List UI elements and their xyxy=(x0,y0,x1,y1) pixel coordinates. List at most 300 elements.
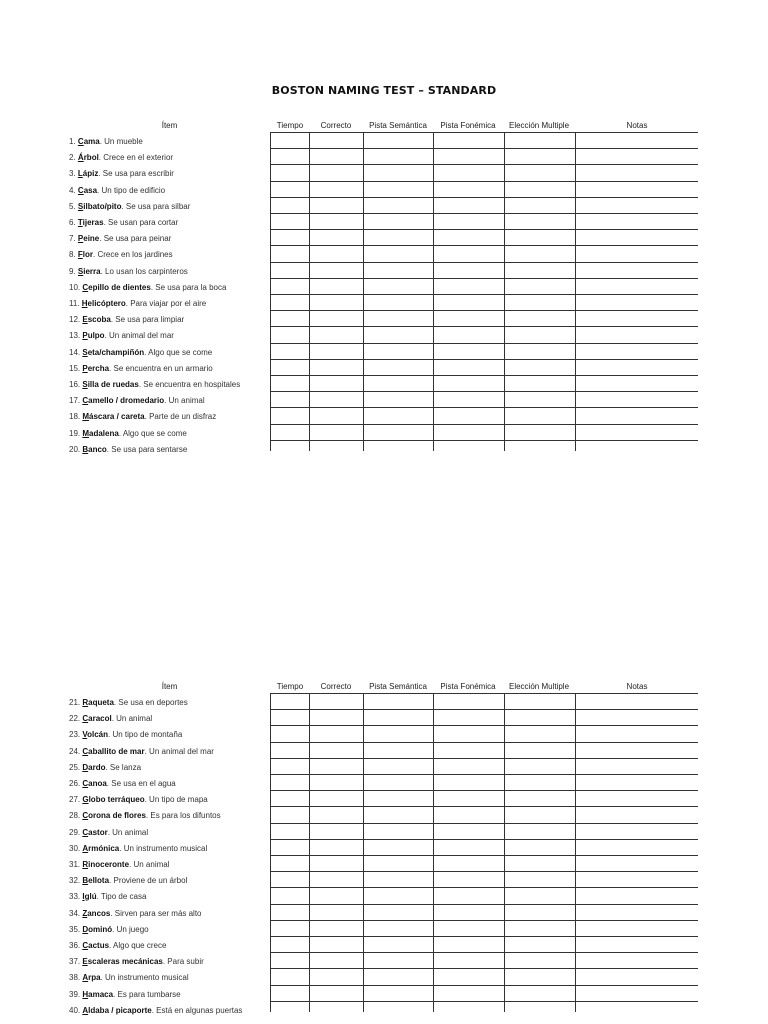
column-header-4: Elección Multiple xyxy=(508,682,570,691)
response-cell[interactable] xyxy=(576,921,698,936)
response-cell[interactable] xyxy=(271,441,309,456)
item-name xyxy=(78,169,98,178)
response-cell[interactable] xyxy=(271,726,309,741)
response-cell[interactable] xyxy=(576,1002,698,1017)
response-cell[interactable] xyxy=(434,937,504,952)
column-header-2: Pista Semántica xyxy=(369,121,427,130)
response-cell[interactable] xyxy=(576,759,698,774)
response-cell[interactable] xyxy=(364,775,433,790)
response-cell[interactable] xyxy=(505,759,575,774)
response-cell[interactable] xyxy=(576,230,698,245)
response-cell[interactable] xyxy=(364,360,433,375)
response-cell[interactable] xyxy=(576,198,698,213)
response-cell[interactable] xyxy=(505,149,575,164)
list-item xyxy=(69,714,152,723)
item-description: . Crece en los jardines xyxy=(93,250,173,260)
response-cell[interactable] xyxy=(505,133,575,148)
response-cell[interactable] xyxy=(434,165,504,180)
response-cell[interactable] xyxy=(505,743,575,758)
response-cell[interactable] xyxy=(364,759,433,774)
response-cell[interactable] xyxy=(364,441,433,456)
response-cell[interactable] xyxy=(434,392,504,407)
response-cell[interactable] xyxy=(271,888,309,903)
response-cell[interactable] xyxy=(505,344,575,359)
response-cell[interactable] xyxy=(271,969,309,984)
response-cell[interactable] xyxy=(434,694,504,709)
response-cell[interactable] xyxy=(434,149,504,164)
item-number: 23. xyxy=(69,730,83,740)
response-cell[interactable] xyxy=(576,937,698,952)
response-cell[interactable] xyxy=(364,1002,433,1017)
response-cell[interactable] xyxy=(505,392,575,407)
response-cell[interactable] xyxy=(271,149,309,164)
response-cell[interactable] xyxy=(364,986,433,1001)
response-cell[interactable] xyxy=(271,392,309,407)
item-number: 20. xyxy=(69,444,83,454)
item-description: . Un animal del mar xyxy=(104,331,174,341)
response-cell[interactable] xyxy=(576,953,698,968)
item-name-rest: actus xyxy=(88,941,110,950)
response-cell[interactable] xyxy=(434,872,504,887)
item-number: 9. xyxy=(69,266,78,276)
response-cell[interactable] xyxy=(271,165,309,180)
response-cell[interactable] xyxy=(271,840,309,855)
response-cell[interactable] xyxy=(505,246,575,261)
item-name-rest: glú xyxy=(84,892,97,902)
response-cell[interactable] xyxy=(434,953,504,968)
list-item xyxy=(69,315,184,324)
response-cell[interactable] xyxy=(505,214,575,229)
response-cell[interactable] xyxy=(434,279,504,294)
response-cell[interactable] xyxy=(576,133,698,148)
response-cell[interactable] xyxy=(576,327,698,342)
response-cell[interactable] xyxy=(271,937,309,952)
item-number: 33. xyxy=(69,892,83,902)
response-cell[interactable] xyxy=(271,376,309,391)
response-cell[interactable] xyxy=(434,743,504,758)
list-item xyxy=(69,283,226,292)
item-description: . Para subir xyxy=(162,957,204,967)
response-cell[interactable] xyxy=(271,214,309,229)
item-description: . Se usa para sentarse xyxy=(106,444,188,454)
item-description: . Se encuentra en un armario xyxy=(109,363,213,373)
response-cell[interactable] xyxy=(364,840,433,855)
response-cell[interactable] xyxy=(434,376,504,391)
response-cell[interactable] xyxy=(310,295,363,310)
response-cell[interactable] xyxy=(271,246,309,261)
response-cell[interactable] xyxy=(364,165,433,180)
response-cell[interactable] xyxy=(505,953,575,968)
response-cell[interactable] xyxy=(505,937,575,952)
response-cell[interactable] xyxy=(505,872,575,887)
response-cell[interactable] xyxy=(271,425,309,440)
list-item xyxy=(69,941,166,950)
response-cell[interactable] xyxy=(576,743,698,758)
response-cell[interactable] xyxy=(271,360,309,375)
response-cell[interactable] xyxy=(364,888,433,903)
response-cell[interactable] xyxy=(364,311,433,326)
response-cell[interactable] xyxy=(310,133,363,148)
response-cell[interactable] xyxy=(364,295,433,310)
item-number: 38. xyxy=(69,973,83,983)
response-cell[interactable] xyxy=(364,710,433,725)
response-cell[interactable] xyxy=(505,425,575,440)
response-cell[interactable] xyxy=(310,149,363,164)
response-cell[interactable] xyxy=(505,182,575,197)
column-header-1: Correcto xyxy=(320,682,352,691)
response-cell[interactable] xyxy=(310,230,363,245)
item-number: 13. xyxy=(69,331,83,341)
response-cell[interactable] xyxy=(364,824,433,839)
response-cell[interactable] xyxy=(364,743,433,758)
item-number: 37. xyxy=(69,957,83,967)
list-item xyxy=(69,348,212,357)
column-header-4: Elección Multiple xyxy=(508,121,570,130)
list-item xyxy=(69,973,189,982)
response-cell[interactable] xyxy=(271,408,309,423)
response-cell[interactable] xyxy=(434,775,504,790)
response-cell[interactable] xyxy=(576,344,698,359)
response-cell[interactable] xyxy=(576,807,698,822)
response-cell[interactable] xyxy=(310,791,363,806)
response-cell[interactable] xyxy=(434,327,504,342)
response-cell[interactable] xyxy=(505,856,575,871)
item-name-initial: C xyxy=(82,714,89,724)
item-name xyxy=(78,186,97,195)
response-cell[interactable] xyxy=(310,408,363,423)
response-cell[interactable] xyxy=(364,246,433,261)
response-cell[interactable] xyxy=(434,214,504,229)
item-description: . Se usa para silbar xyxy=(121,201,191,211)
response-cell[interactable] xyxy=(505,1002,575,1017)
response-cell[interactable] xyxy=(364,392,433,407)
response-cell[interactable] xyxy=(271,807,309,822)
response-cell[interactable] xyxy=(271,824,309,839)
list-item xyxy=(69,169,174,178)
response-cell[interactable] xyxy=(364,937,433,952)
response-cell[interactable] xyxy=(364,694,433,709)
response-cell[interactable] xyxy=(434,182,504,197)
response-cell[interactable] xyxy=(434,246,504,261)
item-name-rest: ominó xyxy=(88,924,113,934)
response-cell[interactable] xyxy=(271,133,309,148)
response-cell[interactable] xyxy=(364,149,433,164)
item-description: . Se usa para la boca xyxy=(150,282,227,292)
response-cell[interactable] xyxy=(434,295,504,310)
list-item xyxy=(69,380,240,389)
response-cell[interactable] xyxy=(434,408,504,423)
response-cell[interactable] xyxy=(310,198,363,213)
item-number: 2. xyxy=(69,153,78,163)
response-cell[interactable] xyxy=(434,311,504,326)
item-name xyxy=(82,396,164,405)
response-cell[interactable] xyxy=(271,986,309,1001)
item-number: 30. xyxy=(69,843,83,853)
response-cell[interactable] xyxy=(364,872,433,887)
response-cell[interactable] xyxy=(505,726,575,741)
response-cell[interactable] xyxy=(271,263,309,278)
item-description: . Se usan para cortar xyxy=(103,218,179,227)
response-cell[interactable] xyxy=(310,1002,363,1017)
response-cell[interactable] xyxy=(576,149,698,164)
response-cell[interactable] xyxy=(505,295,575,310)
response-cell[interactable] xyxy=(364,376,433,391)
response-cell[interactable] xyxy=(271,953,309,968)
list-item xyxy=(69,844,207,853)
response-cell[interactable] xyxy=(271,791,309,806)
response-cell[interactable] xyxy=(310,279,363,294)
response-cell[interactable] xyxy=(434,921,504,936)
response-cell[interactable] xyxy=(576,311,698,326)
response-cell[interactable] xyxy=(434,441,504,456)
response-cell[interactable] xyxy=(434,791,504,806)
response-cell[interactable] xyxy=(310,710,363,725)
response-cell[interactable] xyxy=(310,246,363,261)
response-cell[interactable] xyxy=(310,775,363,790)
response-cell[interactable] xyxy=(505,408,575,423)
response-cell[interactable] xyxy=(434,824,504,839)
response-cell[interactable] xyxy=(364,856,433,871)
response-cell[interactable] xyxy=(310,182,363,197)
response-cell[interactable] xyxy=(271,856,309,871)
item-number: 40. xyxy=(69,1005,83,1015)
response-cell[interactable] xyxy=(434,263,504,278)
item-name-rest: ulpo xyxy=(87,331,105,341)
response-cell[interactable] xyxy=(364,230,433,245)
response-cell[interactable] xyxy=(310,905,363,920)
response-cell[interactable] xyxy=(434,198,504,213)
response-cell[interactable] xyxy=(271,694,309,709)
response-cell[interactable] xyxy=(505,791,575,806)
list-item xyxy=(69,218,178,227)
response-cell[interactable] xyxy=(576,840,698,855)
item-number: 14. xyxy=(69,347,83,357)
response-cell[interactable] xyxy=(271,775,309,790)
response-cell[interactable] xyxy=(434,840,504,855)
response-cell[interactable] xyxy=(434,1002,504,1017)
response-cell[interactable] xyxy=(505,376,575,391)
document-title: BOSTON NAMING TEST – STANDARD xyxy=(271,84,497,97)
response-cell[interactable] xyxy=(271,743,309,758)
response-cell[interactable] xyxy=(310,726,363,741)
response-cell[interactable] xyxy=(505,807,575,822)
item-number: 27. xyxy=(69,795,83,805)
response-cell[interactable] xyxy=(576,425,698,440)
response-cell[interactable] xyxy=(310,856,363,871)
item-name-initial: S xyxy=(77,201,84,211)
response-cell[interactable] xyxy=(271,279,309,294)
item-description: . Se lanza xyxy=(105,762,142,772)
response-cell[interactable] xyxy=(434,360,504,375)
response-cell[interactable] xyxy=(271,905,309,920)
response-cell[interactable] xyxy=(310,824,363,839)
item-number: 36. xyxy=(69,941,83,950)
response-cell[interactable] xyxy=(310,327,363,342)
response-cell[interactable] xyxy=(505,986,575,1001)
item-name xyxy=(82,973,100,982)
response-cell[interactable] xyxy=(271,311,309,326)
response-cell[interactable] xyxy=(434,986,504,1001)
response-cell[interactable] xyxy=(364,408,433,423)
response-cell[interactable] xyxy=(434,807,504,822)
item-name xyxy=(82,990,113,999)
response-cell[interactable] xyxy=(505,230,575,245)
response-cell[interactable] xyxy=(576,888,698,903)
response-cell[interactable] xyxy=(364,327,433,342)
response-cell[interactable] xyxy=(310,165,363,180)
item-description: . Sirven para ser más alto xyxy=(110,908,202,918)
response-cell[interactable] xyxy=(505,311,575,326)
response-cell[interactable] xyxy=(310,425,363,440)
response-cell[interactable] xyxy=(271,759,309,774)
response-cell[interactable] xyxy=(576,246,698,261)
response-cell[interactable] xyxy=(271,872,309,887)
response-cell[interactable] xyxy=(310,694,363,709)
response-cell[interactable] xyxy=(310,969,363,984)
response-cell[interactable] xyxy=(310,263,363,278)
response-cell[interactable] xyxy=(310,376,363,391)
response-cell[interactable] xyxy=(364,344,433,359)
response-cell[interactable] xyxy=(576,165,698,180)
response-cell[interactable] xyxy=(505,441,575,456)
response-cell[interactable] xyxy=(576,214,698,229)
response-cell[interactable] xyxy=(310,360,363,375)
response-cell[interactable] xyxy=(310,344,363,359)
response-cell[interactable] xyxy=(505,840,575,855)
response-cell[interactable] xyxy=(434,133,504,148)
response-cell[interactable] xyxy=(505,888,575,903)
response-cell[interactable] xyxy=(271,295,309,310)
response-cell[interactable] xyxy=(576,905,698,920)
response-cell[interactable] xyxy=(364,791,433,806)
response-cell[interactable] xyxy=(505,921,575,936)
response-cell[interactable] xyxy=(576,441,698,456)
response-cell[interactable] xyxy=(576,986,698,1001)
response-cell[interactable] xyxy=(576,279,698,294)
item-name-initial: S xyxy=(77,266,84,276)
response-cell[interactable] xyxy=(310,441,363,456)
response-cell[interactable] xyxy=(505,969,575,984)
item-name-initial: C xyxy=(82,941,89,950)
item-name-rest: ama xyxy=(83,137,100,146)
response-cell[interactable] xyxy=(310,872,363,887)
response-cell[interactable] xyxy=(271,1002,309,1017)
response-cell[interactable] xyxy=(271,327,309,342)
response-cell[interactable] xyxy=(364,953,433,968)
response-cell[interactable] xyxy=(364,182,433,197)
response-cell[interactable] xyxy=(576,295,698,310)
response-cell[interactable] xyxy=(271,182,309,197)
response-cell[interactable] xyxy=(271,198,309,213)
response-cell[interactable] xyxy=(434,856,504,871)
response-cell[interactable] xyxy=(271,710,309,725)
response-cell[interactable] xyxy=(271,230,309,245)
response-cell[interactable] xyxy=(434,344,504,359)
response-cell[interactable] xyxy=(505,905,575,920)
response-cell[interactable] xyxy=(434,759,504,774)
response-cell[interactable] xyxy=(576,791,698,806)
response-cell[interactable] xyxy=(576,775,698,790)
response-cell[interactable] xyxy=(310,937,363,952)
response-cell[interactable] xyxy=(434,726,504,741)
response-cell[interactable] xyxy=(576,824,698,839)
response-cell[interactable] xyxy=(505,263,575,278)
response-cell[interactable] xyxy=(576,376,698,391)
response-cell[interactable] xyxy=(310,392,363,407)
item-name-rest: asa xyxy=(83,185,98,195)
response-cell[interactable] xyxy=(271,344,309,359)
response-cell[interactable] xyxy=(505,694,575,709)
response-cell[interactable] xyxy=(505,327,575,342)
response-cell[interactable] xyxy=(505,165,575,180)
response-cell[interactable] xyxy=(576,710,698,725)
response-cell[interactable] xyxy=(576,856,698,871)
response-cell[interactable] xyxy=(505,710,575,725)
response-cell[interactable] xyxy=(364,969,433,984)
response-cell[interactable] xyxy=(576,263,698,278)
item-name-initial: P xyxy=(82,363,88,373)
response-cell[interactable] xyxy=(310,743,363,758)
list-item xyxy=(69,234,171,243)
item-name-initial: G xyxy=(82,795,89,805)
response-cell[interactable] xyxy=(576,392,698,407)
response-cell[interactable] xyxy=(364,807,433,822)
response-cell[interactable] xyxy=(310,807,363,822)
item-name-initial: D xyxy=(82,924,89,934)
response-cell[interactable] xyxy=(310,888,363,903)
response-cell[interactable] xyxy=(505,279,575,294)
response-cell[interactable] xyxy=(434,230,504,245)
response-cell[interactable] xyxy=(310,759,363,774)
response-cell[interactable] xyxy=(505,775,575,790)
response-cell[interactable] xyxy=(576,872,698,887)
response-cell[interactable] xyxy=(271,921,309,936)
response-cell[interactable] xyxy=(576,408,698,423)
response-cell[interactable] xyxy=(364,214,433,229)
response-cell[interactable] xyxy=(310,921,363,936)
response-cell[interactable] xyxy=(434,905,504,920)
item-name-initial: C xyxy=(82,746,89,756)
item-name-initial: M xyxy=(82,412,90,422)
response-cell[interactable] xyxy=(364,726,433,741)
response-cell[interactable] xyxy=(310,311,363,326)
response-cell[interactable] xyxy=(434,710,504,725)
response-cell[interactable] xyxy=(576,694,698,709)
response-cell[interactable] xyxy=(310,214,363,229)
response-cell[interactable] xyxy=(364,263,433,278)
response-cell[interactable] xyxy=(310,986,363,1001)
response-cell[interactable] xyxy=(434,425,504,440)
response-cell[interactable] xyxy=(576,726,698,741)
response-cell[interactable] xyxy=(310,953,363,968)
response-cell[interactable] xyxy=(364,425,433,440)
list-item xyxy=(69,1006,242,1015)
response-cell[interactable] xyxy=(310,840,363,855)
response-cell[interactable] xyxy=(505,824,575,839)
response-cell[interactable] xyxy=(576,969,698,984)
response-cell[interactable] xyxy=(505,360,575,375)
response-cell[interactable] xyxy=(576,360,698,375)
response-cell[interactable] xyxy=(364,905,433,920)
response-cell[interactable] xyxy=(434,888,504,903)
response-cell[interactable] xyxy=(576,182,698,197)
response-cell[interactable] xyxy=(364,133,433,148)
response-cell[interactable] xyxy=(505,198,575,213)
response-cell[interactable] xyxy=(364,279,433,294)
response-cell[interactable] xyxy=(364,198,433,213)
response-cell[interactable] xyxy=(364,921,433,936)
response-cell[interactable] xyxy=(434,969,504,984)
